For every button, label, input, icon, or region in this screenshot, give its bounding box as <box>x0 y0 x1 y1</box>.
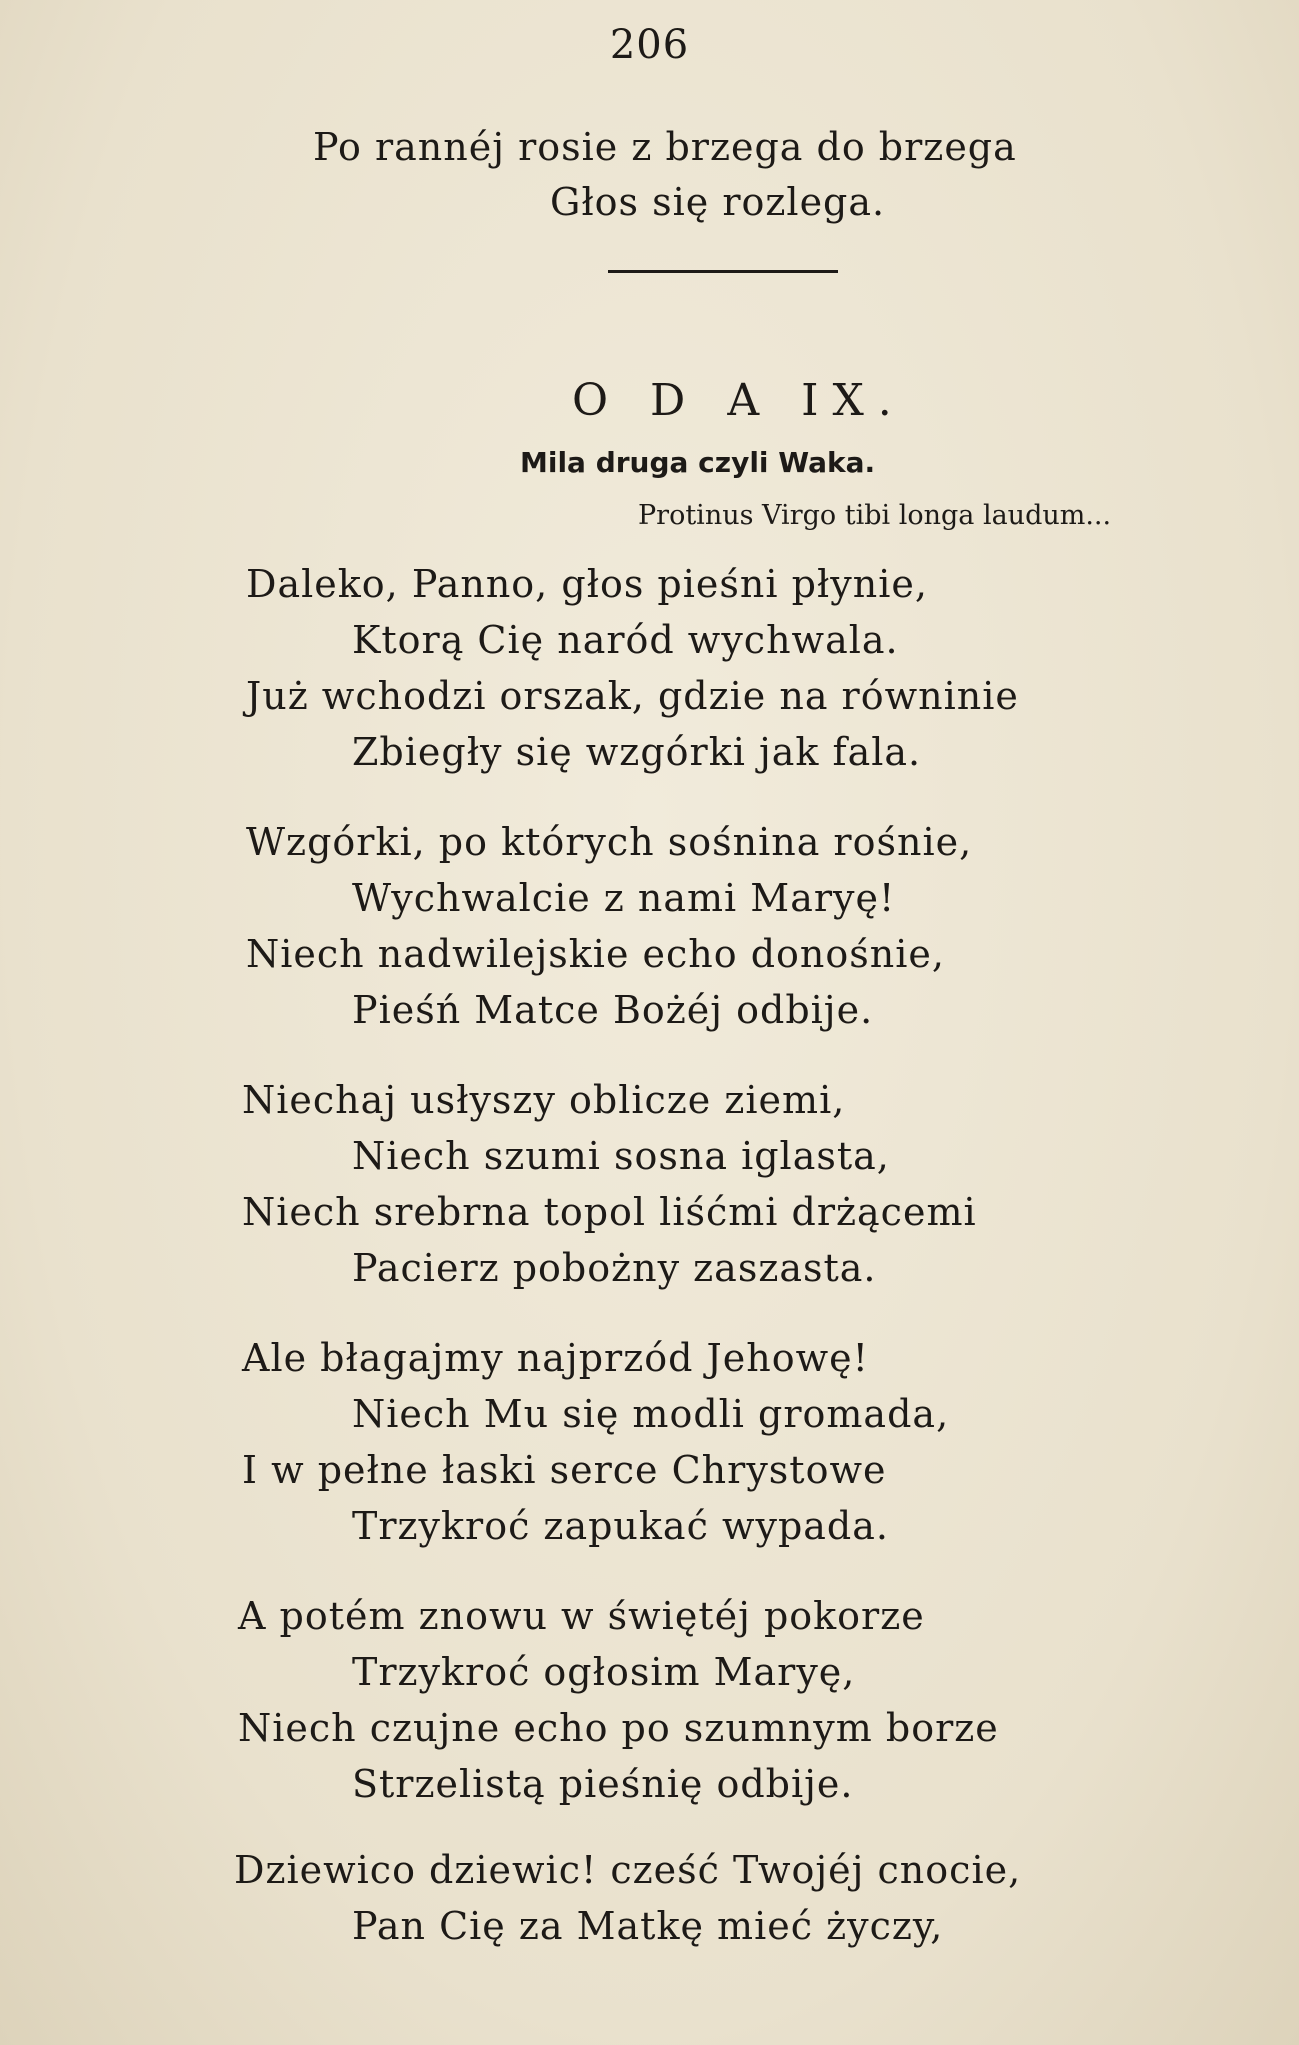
verse-line: A potém znowu w świętéj pokorze <box>238 1594 925 1638</box>
verse-line: Niech Mu się modli gromada, <box>352 1392 950 1436</box>
ode-epigraph: Protinus Virgo tibi longa laudum... <box>638 500 1112 531</box>
verse-line: Niech czujne echo po szumnym borze <box>238 1706 999 1750</box>
verse-line: Ktorą Cię naród wychwala. <box>352 618 899 662</box>
verse-line: Zbiegły się wzgórki jak fala. <box>352 730 922 774</box>
intro-line: Głos się rozlega. <box>550 180 886 224</box>
verse-line: Daleko, Panno, głos pieśni płynie, <box>246 562 928 606</box>
verse-line: I w pełne łaski serce Chrystowe <box>242 1448 887 1492</box>
verse-line: Pan Cię za Matkę mieć życzy, <box>352 1904 944 1948</box>
verse-line: Dziewico dziewic! cześć Twojéj cnocie, <box>234 1848 1022 1892</box>
verse-line: Niech nadwilejskie echo donośnie, <box>246 932 945 976</box>
verse-line: Wychwalcie z nami Maryę! <box>352 876 896 920</box>
verse-line: Trzykroć ogłosim Maryę, <box>352 1650 856 1694</box>
ode-title: O D A IX. <box>572 375 906 426</box>
verse-line: Pieśń Matce Bożéj odbije. <box>352 988 874 1032</box>
verse-line: Pacierz pobożny zaszasta. <box>352 1246 877 1290</box>
verse-line: Strzelistą pieśnię odbije. <box>352 1762 854 1806</box>
verse-line: Już wchodzi orszak, gdzie na równinie <box>246 674 1019 718</box>
verse-line: Wzgórki, po których sośnina rośnie, <box>246 820 973 864</box>
page-number: 206 <box>609 22 690 68</box>
verse-line: Trzykroć zapukać wypada. <box>352 1504 889 1548</box>
ode-subtitle: Mila druga czyli Waka. <box>520 446 876 479</box>
verse-line: Ale błagajmy najprzód Jehowę! <box>242 1336 869 1380</box>
intro-line: Po rannéj rosie z brzega do brzega <box>313 125 1017 169</box>
section-divider <box>608 270 838 273</box>
verse-line: Niech srebrna topol liśćmi drżącemi <box>242 1190 977 1234</box>
verse-line: Niech szumi sosna iglasta, <box>352 1134 890 1178</box>
verse-line: Niechaj usłyszy oblicze ziemi, <box>242 1078 846 1122</box>
